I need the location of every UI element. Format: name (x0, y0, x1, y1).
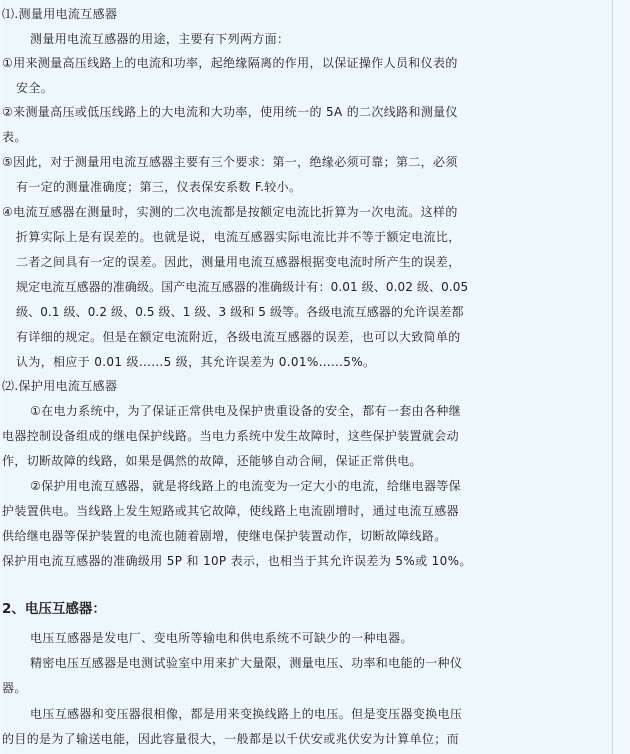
paragraph-line: 电压互感器是发电厂、变电所等输电和供电系统不可缺少的一种电器。 (30, 631, 413, 645)
paragraph-line: 安全。 (16, 81, 54, 95)
paragraph-line: ②来测量高压或低压线路上的大电流和大功率，使用统一的 5A 的二次线路和测量仪 (2, 105, 458, 119)
paragraph-line: ①在电力系统中，为了保证正常供电及保护贵重设备的安全，都有一套由各种继 (30, 404, 462, 418)
paragraph-line: ②保护用电流互感器，就是将线路上的电流变为一定大小的电流，给继电器等保 (30, 479, 462, 493)
paragraph-line: 电压互感器和变压器很相像，都是用来变换线路上的电压。但是变压器变换电压 (30, 707, 463, 721)
heading: 2、电压互感器： (2, 601, 106, 617)
document-page (2, 0, 613, 754)
paragraph-line: 有一定的测量准确度；第三，仪表保安系数 F.较小。 (16, 180, 302, 194)
paragraph-line: 护装置供电。当线路上发生短路或其它故障，使线路上电流剧增时，通过电流互感器 (2, 504, 459, 518)
paragraph-line: 器。 (2, 681, 27, 695)
paragraph-line: ⑤因此，对于测量用电流互感器主要有三个要求：第一，绝缘必须可靠；第二，必须 (2, 155, 458, 169)
paragraph-line: 供给继电器等保护装置的电流也随着剧增，使继电保护装置动作，切断故障线路。 (2, 529, 447, 543)
section-title: ⑵.保护用电流互感器 (2, 379, 118, 393)
paragraph-line: 测量用电流互感器的用途，主要有下列两方面： (30, 32, 290, 46)
paragraph-line: 认为，相应于 0.01 级……5 级，其允许误差为 0.01%……5%。 (16, 355, 376, 369)
paragraph-line: 作，切断故障的线路，如果是偶然的故障，还能够自动合闸，保证正常供电。 (2, 454, 422, 468)
paragraph-line: 精密电压互感器是电测试验室中用来扩大量限，测量电压、功率和电能的一种仪 (30, 656, 463, 670)
paragraph-line: ④电流互感器在测量时，实测的二次电流都是按额定电流比折算为一次电流。这样的 (2, 205, 458, 219)
paragraph-line: 的目的是为了输送电能，因此容量很大，一般都是以千伏安或兆伏安为计算单位；而 (2, 732, 459, 746)
paragraph-line: 规定电流互感器的准确级。国产电流互感器的准确级计有：0.01 级、0.02 级、0.05 (16, 280, 469, 294)
paragraph-line: 电器控制设备组成的继电保护线路。当电力系统中发生故障时，这些保护装置就会动 (2, 429, 459, 443)
paragraph-line: 有详细的规定。但是在额定电流附近，各级电流互感器的误差，也可以大致简单的 (16, 330, 461, 344)
paragraph-line: 折算实际上是有误差的。也就是说，电流互感器实际电流比并不等于额定电流比， (16, 230, 461, 244)
section-title: ⑴.测量用电流互感器 (2, 7, 118, 21)
paragraph-line: 保护用电流互感器的准确级用 5P 和 10P 表示，也相当于其允许误差为 5%或 10%。 (2, 554, 472, 568)
paragraph-line: 二者之间具有一定的误差。因此，测量用电流互感器根据变电流时所产生的误差， (16, 255, 461, 269)
paragraph-line: ①用来测量高压线路上的电流和功率，起绝缘隔离的作用，以保证操作人员和仪表的 (2, 56, 458, 70)
paragraph-line: 表。 (2, 130, 27, 144)
paragraph-line: 级、0.1 级、0.2 级、0.5 级、1 级、3 级和 5 级等。各级电流互感器的允许误差都 (16, 305, 464, 319)
